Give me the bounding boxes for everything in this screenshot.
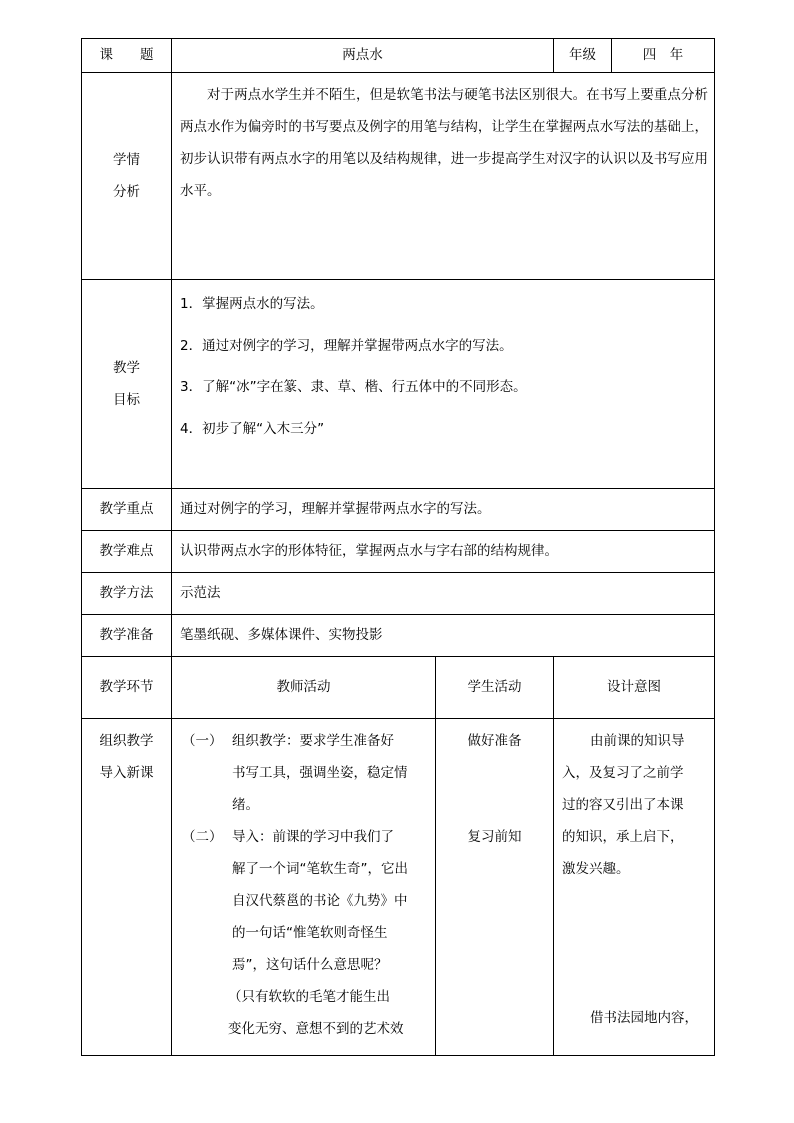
student-activity-1: 做好准备 (467, 733, 522, 749)
method-label: 教学方法 (82, 573, 172, 615)
stage-header: 教学环节 (82, 657, 172, 719)
difficulties-row (82, 531, 715, 573)
goal-item: 3．了解“冰”字在篆、隶、草、楷、行五体中的不同形态。 (180, 379, 527, 395)
goals-list (172, 280, 715, 489)
teacher-paragraph: （只有软软的毛笔才能生出 变化无穷、意想不到的艺术效 (228, 989, 404, 1037)
student-activity-2: 复习前知 (467, 829, 522, 845)
grade-label: 年级 (554, 39, 612, 73)
process-header-row (82, 657, 715, 719)
preparation-row (82, 615, 715, 657)
analysis-text: 对于两点水学生并不陌生，但是软笔书法与硬笔书法区别很大。在书写上要重点分析两点水作为偏旁时的书写要点及例字的用笔与结构，让学生在掌握两点水写法的基础上，初步认识带有两点水字的用笔以及结构规律，进一步提高学生对汉字的认识以及书写应用水平。 (172, 73, 715, 280)
goals-label: 教学 目标 (82, 280, 172, 489)
grade-value: 四 年 (612, 39, 715, 73)
topic-value: 两点水 (172, 39, 554, 73)
goal-item: 2．通过对例字的学习，理解并掌握带两点水字的写法。 (180, 337, 513, 354)
topic-label: 课 题 (82, 39, 172, 73)
student-activity-cell (436, 719, 554, 1056)
preparation-label: 教学准备 (82, 615, 172, 657)
teacher-item-2: （二） 导入：前课的学习中我们了 解了一个词“笔软生奇”，它出 自汉代蔡邕的书论《九势》中 的一句话“惟笔软则奇怪生 焉”，这句话什么意思呢？ (182, 829, 408, 973)
key-points-text: 通过对例字的学习，理解并掌握带两点水字的写法。 (172, 489, 715, 531)
intent-header: 设计意图 (554, 657, 715, 719)
teacher-header: 教师活动 (172, 657, 436, 719)
design-intent-continued: 借书法园地内容， (590, 1010, 698, 1026)
method-text: 示范法 (172, 573, 715, 615)
analysis-label: 学情 分析 (82, 73, 172, 280)
goal-item: 4．初步了解“入木三分” (180, 420, 325, 437)
design-intent-cell: 由前课的知识导 入，及复习了之前学 过的容又引出了本课 的知识，承上启下， 激发兴趣。 借书法园地内容， (554, 719, 715, 1056)
difficulties-label: 教学难点 (82, 531, 172, 573)
student-header: 学生活动 (436, 657, 554, 719)
goals-row (82, 280, 715, 489)
key-points-label: 教学重点 (82, 489, 172, 531)
preparation-text: 笔墨纸砚、多媒体课件、实物投影 (172, 615, 715, 657)
topic-row (82, 39, 715, 73)
teacher-item-1: （一） 组织教学：要求学生准备好 书写工具，强调坐姿，稳定情 绪。 (182, 733, 408, 813)
stage-cell: 组织教学 导入新课 (82, 719, 172, 1056)
analysis-row (82, 73, 715, 280)
goal-item: 1．掌握两点水的写法。 (180, 296, 324, 312)
teacher-activity-cell (172, 719, 436, 1056)
key-points-row (82, 489, 715, 531)
difficulties-text: 认识带两点水字的形体特征，掌握两点水与字右部的结构规律。 (172, 531, 715, 573)
lesson-plan-table (81, 38, 715, 1056)
process-row (82, 719, 715, 1056)
method-row (82, 573, 715, 615)
